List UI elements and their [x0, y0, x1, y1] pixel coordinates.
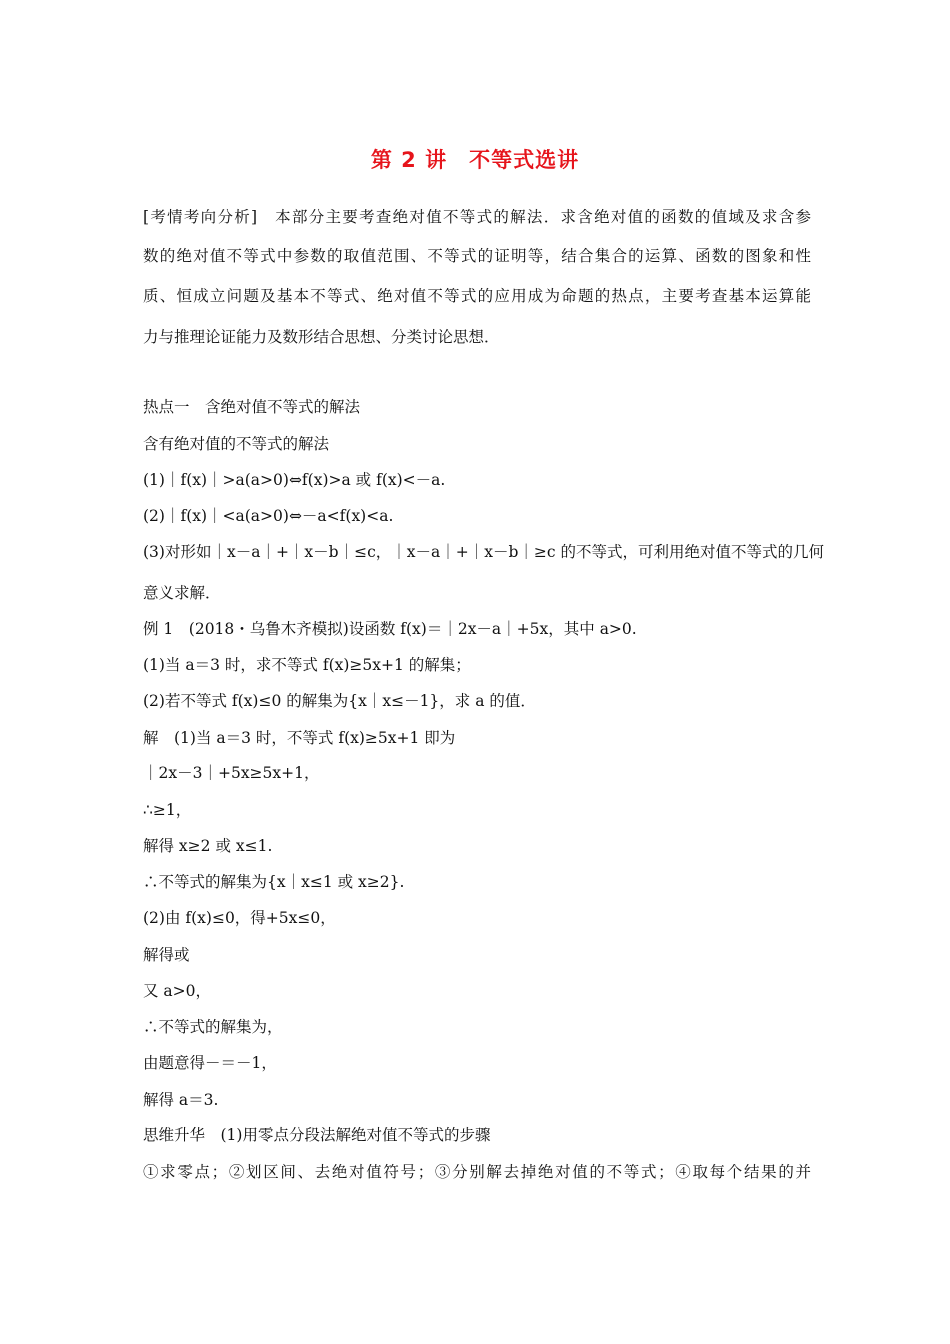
text-line: 解得 a＝3.	[143, 1091, 219, 1109]
text-line: ∴不等式的解集为，	[143, 1018, 283, 1036]
text-line: 数的绝对值不等式中参数的取值范围、不等式的证明等，结合集合的运算、函数的图象和性	[143, 247, 811, 265]
text-line: 意义求解．	[143, 584, 221, 602]
text-line: (2)若不等式 f(x)≤0 的解集为{x｜x≤－1}，求 a 的值．	[143, 692, 536, 710]
text-line: 又 a>0，	[143, 982, 212, 1000]
text-line: 由题意得－＝－1，	[143, 1054, 277, 1072]
text-line: (1)当 a＝3 时，求不等式 f(x)≥5x+1 的解集；	[143, 656, 471, 674]
text-line: ｜2x－3｜+5x≥5x+1，	[143, 764, 320, 782]
text-line: 解得或	[143, 946, 190, 964]
text-line: 例 1 (2018・乌鲁木齐模拟)设函数 f(x)＝｜2x－a｜+5x，其中 a>0.	[143, 620, 637, 638]
text-line: 解 (1)当 a＝3 时，不等式 f(x)≥5x+1 即为	[143, 729, 456, 747]
text-line: ∴≥1，	[143, 801, 192, 819]
text-line: 解得 x≥2 或 x≤1.	[143, 837, 273, 855]
text-line: ∴不等式的解集为{x｜x≤1 或 x≥2}.	[143, 873, 405, 891]
text-line: 热点一 含绝对值不等式的解法	[143, 398, 361, 416]
text-line: 含有绝对值的不等式的解法	[143, 435, 330, 453]
text-line: (2)｜f(x)｜<a(a>0)⇔－a<f(x)<a.	[143, 507, 394, 525]
text-line: 思维升华 (1)用零点分段法解绝对值不等式的步骤	[143, 1126, 491, 1144]
text-line: ①求零点；②划区间、去绝对值符号；③分别解去掉绝对值的不等式；④取每个结果的并	[143, 1163, 811, 1181]
text-line: 力与推理论证能力及数形结合思想、分类讨论思想．	[143, 328, 500, 346]
text-line: (2)由 f(x)≤0，得+5x≤0，	[143, 909, 336, 927]
text-line: (3)对形如｜x－a｜+｜x－b｜≤c，｜x－a｜+｜x－b｜≥c 的不等式，可利用绝对值不等式的几何	[143, 543, 824, 561]
text-line: (1)｜f(x)｜>a(a>0)⇔f(x)>a 或 f(x)<－a.	[143, 471, 446, 489]
page-title: 第 2 讲 不等式选讲	[370, 148, 580, 172]
text-line: 质、恒成立问题及基本不等式、绝对值不等式的应用成为命题的热点，主要考查基本运算能	[143, 287, 811, 305]
text-line: [考情考向分析] 本部分主要考查绝对值不等式的解法．求含绝对值的函数的值域及求含参	[143, 208, 811, 226]
